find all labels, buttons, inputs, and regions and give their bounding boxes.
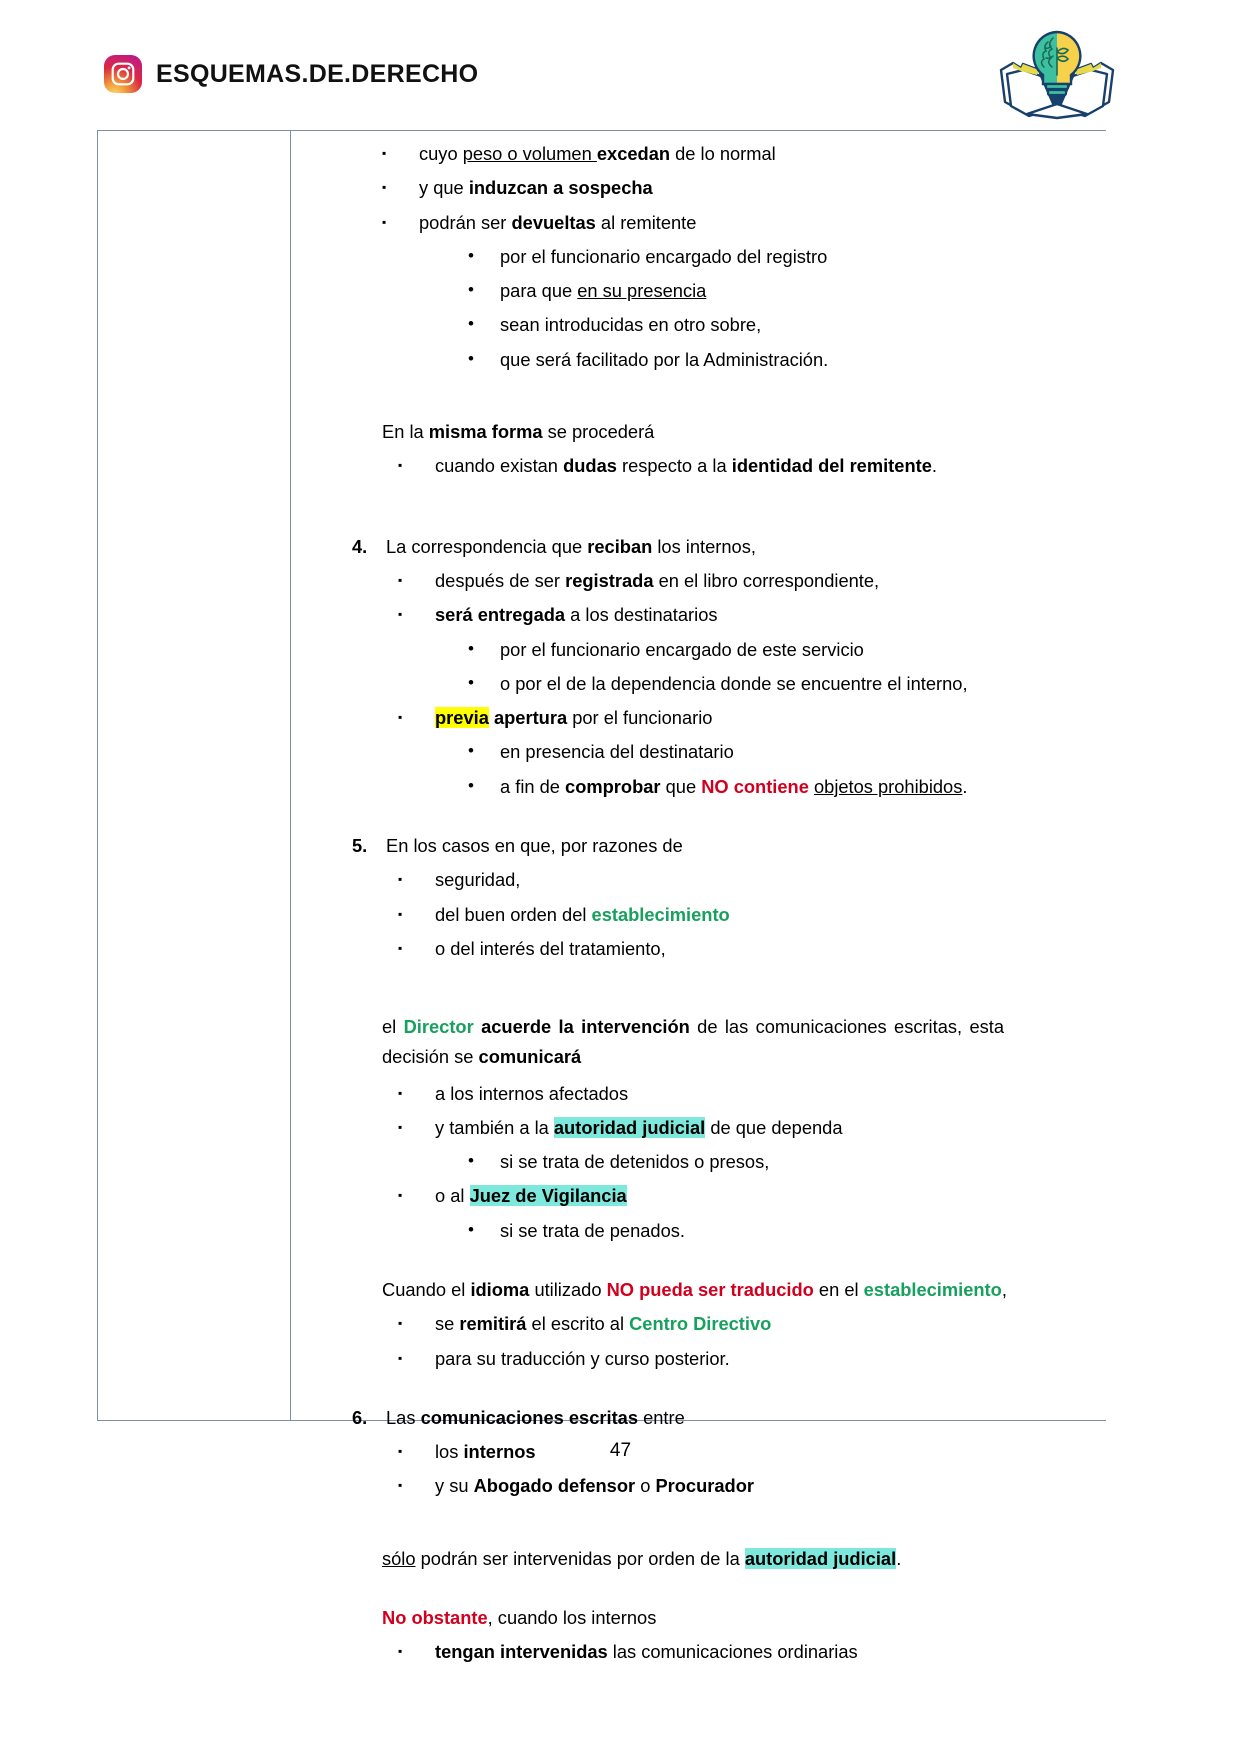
- list-item: [398, 903, 1015, 925]
- dot-bullet-icon: •: [468, 245, 474, 265]
- dot-bullet-icon: •: [468, 1219, 474, 1239]
- list-item-text: y también a la autoridad judicial de que dependa: [435, 1116, 843, 1138]
- numbered-item-text: La correspondencia que reciban los internos,: [386, 535, 756, 557]
- list-item-text: podrán ser devueltas al remitente: [419, 211, 697, 233]
- square-bullet-icon: ▪: [398, 710, 403, 725]
- list-item: [398, 1315, 1015, 1333]
- list-number: 4.: [352, 535, 368, 557]
- square-bullet-icon: ▪: [382, 180, 387, 195]
- list-item-text: seguridad,: [435, 869, 521, 891]
- list-item: [468, 1153, 1015, 1171]
- red-emphasis: NO pueda ser traducido: [606, 1279, 814, 1300]
- list-item: [468, 348, 1015, 370]
- instagram-icon: [104, 55, 142, 93]
- list-item-text: a fin de comprobar que NO contiene objetos prohibidos.: [500, 775, 968, 797]
- list-item-text: los internos: [435, 1441, 536, 1463]
- list-item: [398, 1643, 1015, 1661]
- page-header: [0, 0, 1241, 130]
- highlight-cyan: autoridad judicial: [553, 1116, 706, 1138]
- numbered-item-6: [352, 1406, 1015, 1428]
- brain-lightbulb-book-logo: [993, 18, 1121, 122]
- table-top-border: [97, 130, 1106, 131]
- list-item-text: sean introducidas en otro sobre,: [500, 314, 762, 336]
- list-item-text: a los internos afectados: [435, 1082, 629, 1104]
- list-item-text: y su Abogado defensor o Procurador: [435, 1475, 754, 1497]
- highlight-yellow: previa: [435, 707, 489, 729]
- list-item-text: o por el de la dependencia donde se encuentre el interno,: [500, 672, 968, 694]
- square-bullet-icon: ▪: [398, 1350, 403, 1365]
- list-item-text: después de ser registrada en el libro correspondiente,: [435, 569, 880, 591]
- green-emphasis: establecimiento: [591, 903, 730, 925]
- list-item: [398, 709, 1015, 727]
- list-item-text: cuando existan dudas respecto a la identidad del remitente.: [435, 455, 937, 477]
- paragraph-idioma: Cuando el idioma utilizado NO pueda ser traducido en el establecimiento,: [382, 1279, 1007, 1300]
- page-number: 47: [609, 1440, 632, 1461]
- list-item-text: en presencia del destinatario: [500, 741, 734, 763]
- list-item-text: si se trata de detenidos o presos,: [500, 1151, 770, 1173]
- list-item: [468, 316, 1015, 334]
- list-item-text: o del interés del tratamiento,: [435, 937, 666, 959]
- square-bullet-icon: ▪: [398, 1444, 403, 1459]
- list-item-text: y que induzcan a sospecha: [419, 177, 653, 199]
- paragraph-solo: sólo podrán ser intervenidas por orden de la autoridad judicial.: [382, 1547, 902, 1569]
- highlight-cyan: autoridad judicial: [744, 1547, 897, 1569]
- square-bullet-icon: ▪: [398, 1119, 403, 1134]
- list-item: [468, 638, 1015, 660]
- highlight-cyan: Juez de Vigilancia: [469, 1185, 627, 1207]
- dot-bullet-icon: •: [468, 314, 474, 334]
- square-bullet-icon: ▪: [398, 1644, 403, 1659]
- list-item-text: será entregada a los destinatarios: [435, 604, 718, 626]
- green-emphasis: Centro Directivo: [629, 1313, 772, 1335]
- list-item-text: para su traducción y curso posterior.: [435, 1347, 730, 1369]
- numbered-item-text: En los casos en que, por razones de: [386, 835, 683, 857]
- list-item: [468, 1219, 1015, 1241]
- brand: [104, 55, 478, 93]
- dot-bullet-icon: •: [468, 672, 474, 692]
- list-item-text: si se trata de penados.: [500, 1219, 685, 1241]
- list-number: 6.: [352, 1406, 368, 1428]
- numbered-item-text: Las comunicaciones escritas entre: [386, 1406, 685, 1428]
- list-item-text: cuyo peso o volumen excedan de lo normal: [419, 143, 776, 164]
- list-item: [468, 282, 1015, 300]
- square-bullet-icon: ▪: [398, 607, 403, 622]
- square-bullet-icon: ▪: [398, 906, 403, 921]
- list-item-text: se remitirá el escrito al Centro Directivo: [435, 1313, 772, 1335]
- list-item: [398, 1347, 1015, 1369]
- square-bullet-icon: ▪: [382, 146, 387, 160]
- list-item: [398, 457, 1015, 475]
- list-item: [468, 743, 1015, 761]
- table-column-divider: [290, 130, 291, 1420]
- list-item: [398, 606, 1015, 624]
- list-item: [468, 672, 1015, 694]
- table-left-border: [97, 130, 98, 1420]
- square-bullet-icon: ▪: [398, 1478, 403, 1493]
- dot-bullet-icon: •: [468, 348, 474, 368]
- square-bullet-icon: ▪: [398, 1316, 403, 1331]
- page-footer: [0, 1440, 1241, 1462]
- brand-text: ESQUEMAS.DE.DERECHO: [156, 59, 479, 88]
- square-bullet-icon: ▪: [398, 1188, 403, 1203]
- list-item: [382, 211, 1015, 233]
- green-emphasis: Director: [403, 1016, 474, 1038]
- list-item: [468, 245, 1015, 267]
- list-item-text: que será facilitado por la Administración.: [500, 348, 829, 370]
- list-item-text: o al Juez de Vigilancia: [435, 1185, 627, 1207]
- square-bullet-icon: ▪: [398, 572, 403, 587]
- paragraph-director: el Director acuerde la intervención de las comunicaciones escritas, esta decisión se comunicará: [382, 1016, 1004, 1067]
- paragraph-no-obstante: No obstante, cuando los internos: [382, 1607, 657, 1629]
- list-item: [398, 569, 1015, 591]
- list-item: [398, 1082, 1015, 1104]
- list-item-text: para que en su presencia: [500, 280, 707, 302]
- list-item-text: tengan intervenidas las comunicaciones ordinarias: [435, 1641, 858, 1663]
- dot-bullet-icon: •: [468, 280, 474, 300]
- numbered-item-4: [352, 535, 1015, 557]
- list-item: [468, 775, 1015, 797]
- list-item: [398, 1477, 1015, 1495]
- dot-bullet-icon: •: [468, 1151, 474, 1171]
- list-item-text: del buen orden del establecimiento: [435, 903, 730, 925]
- square-bullet-icon: ▪: [398, 872, 403, 887]
- list-item-text: por el funcionario encargado de este servicio: [500, 638, 864, 660]
- numbered-item-5: [352, 837, 1015, 855]
- list-item: [398, 871, 1015, 889]
- square-bullet-icon: ▪: [398, 458, 403, 473]
- square-bullet-icon: ▪: [398, 1085, 403, 1100]
- list-item-text: por el funcionario encargado del registro: [500, 245, 828, 267]
- red-emphasis: NO contiene: [701, 775, 809, 797]
- dot-bullet-icon: •: [468, 638, 474, 658]
- list-item: [398, 937, 1015, 959]
- dot-bullet-icon: •: [468, 775, 474, 795]
- list-item-text: previa apertura por el funcionario: [435, 707, 713, 729]
- list-number: 5.: [352, 835, 368, 857]
- green-emphasis: establecimiento: [863, 1279, 1002, 1300]
- paragraph-misma-forma: En la misma forma se procederá: [382, 421, 655, 443]
- list-item: [398, 1116, 1015, 1138]
- square-bullet-icon: ▪: [382, 214, 387, 229]
- list-item: [382, 179, 1015, 197]
- dot-bullet-icon: •: [468, 741, 474, 761]
- red-emphasis: No obstante: [382, 1607, 488, 1629]
- list-item: [398, 1187, 1015, 1205]
- square-bullet-icon: ▪: [398, 940, 403, 955]
- list-item: [382, 145, 1015, 163]
